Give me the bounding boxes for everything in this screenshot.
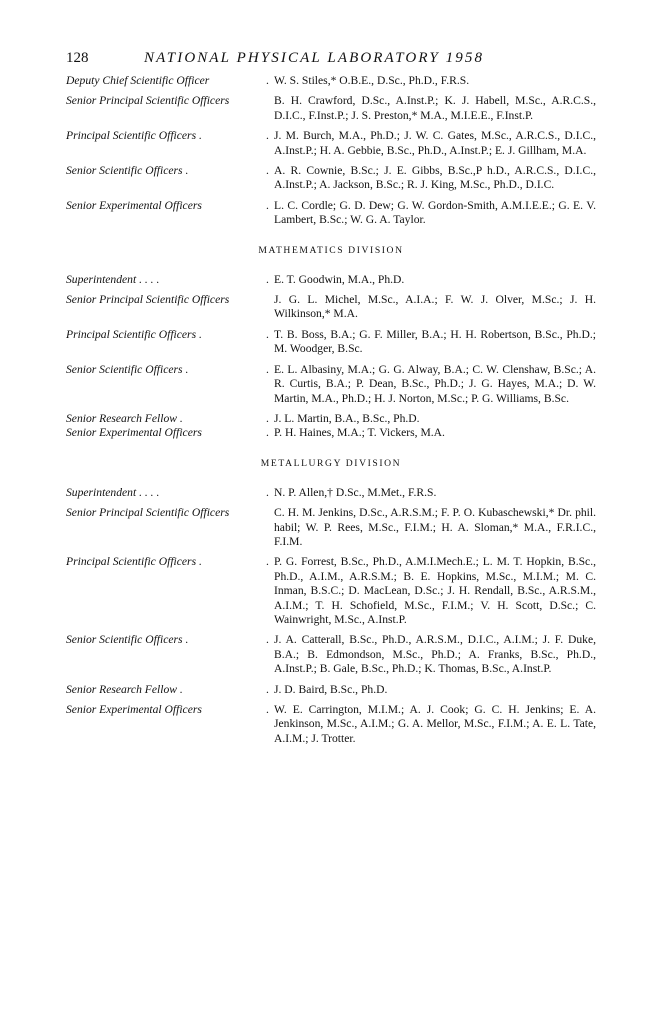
post-title: Senior Research Fellow . . xyxy=(66,411,269,425)
post-title: Senior Experimental Officers . xyxy=(66,426,269,440)
division-heading: MATHEMATICS DIVISION xyxy=(258,244,404,256)
post-title: Senior Scientific Officers . . xyxy=(66,362,269,376)
post-title: Superintendent . . . . . xyxy=(66,272,269,286)
post-title: Senior Principal Scientific Officers xyxy=(66,293,230,307)
staff-names: N. P. Allen,† D.Sc., M.Met., F.R.S. xyxy=(274,485,437,499)
running-title: NATIONAL PHYSICAL LABORATORY 1958 xyxy=(144,50,485,66)
staff-list xyxy=(66,74,596,746)
staff-names: J. G. L. Michel, M.Sc., A.I.A.; F. W. J. Olver, M.Sc.; J. H. Wilkinson,* M.A. xyxy=(274,293,596,321)
staff-entry xyxy=(66,293,596,322)
staff-entry xyxy=(66,426,596,440)
staff-names: W. S. Stiles,* O.B.E., D.Sc., Ph.D., F.R.S. xyxy=(274,74,470,87)
staff-names: B. H. Crawford, D.Sc., A.Inst.P.; K. J. Habell, M.Sc., A.R.C.S., D.I.C., F.Inst.P.; J. S. Preston,* M.A., M.I.E.E., F.Inst.P. xyxy=(274,94,596,122)
post-title: Senior Scientific Officers . . xyxy=(66,633,269,647)
post-title: Deputy Chief Scientific Officer . xyxy=(66,74,269,87)
division-heading: METALLURGY DIVISION xyxy=(260,457,402,469)
staff-entry xyxy=(66,273,596,287)
staff-names: J. M. Burch, M.A., Ph.D.; J. W. C. Gates, M.Sc., A.R.C.S., D.I.C., A.Inst.P.; H. A. Gebbie, B.Sc., Ph.D., A.Inst.P.; E. J. Gillham, M.A. xyxy=(274,129,596,157)
staff-names: P. H. Haines, M.A.; T. Vickers, M.A. xyxy=(274,426,445,440)
staff-names: E. T. Goodwin, M.A., Ph.D. xyxy=(274,272,405,286)
staff-entry xyxy=(66,199,596,228)
post-title: Senior Principal Scientific Officers xyxy=(66,94,230,108)
staff-names: T. B. Boss, B.A.; G. F. Miller, B.A.; H. H. Robertson, B.Sc., Ph.D.; M. Woodger, B.Sc. xyxy=(274,327,596,356)
staff-entry xyxy=(66,328,596,357)
staff-entry xyxy=(66,703,596,746)
staff-entry xyxy=(66,683,596,697)
staff-names: E. L. Albasiny, M.A.; G. G. Alway, B.A.; C. W. Clenshaw, B.Sc.; A. R. Curtis, B.A.; P. Dean, B.Sc., Ph.D.; J. G. Hayes, M.A.; D. W. Martin, M.A., Ph.D.; H. J. Norton, M.Sc.; P. G. Williams, B.Sc. xyxy=(274,362,596,405)
post-title: Senior Principal Scientific Officers xyxy=(66,506,230,520)
section-mathematics-division xyxy=(66,245,596,441)
staff-names: W. E. Carrington, M.I.M.; A. J. Cook; G. C. H. Jenkins; E. A. Jenkinson, M.Sc., A.I.M.; G. A. Mellor, M.Sc., F.I.M.; A. E. L. Tate, A.I.M.; J. Trotter. xyxy=(274,703,596,745)
staff-entry xyxy=(66,129,596,158)
staff-entry xyxy=(66,412,596,426)
staff-entry xyxy=(66,94,596,123)
post-title: Superintendent . . . . . xyxy=(66,485,269,499)
staff-entry xyxy=(66,74,596,88)
page-number: 128 xyxy=(66,50,89,66)
post-title: Senior Research Fellow . . xyxy=(66,682,269,696)
post-title: Senior Experimental Officers . xyxy=(66,198,269,212)
staff-names: C. H. M. Jenkins, D.Sc., A.R.S.M.; F. P. O. Kubaschewski,* Dr. phil. habil; W. P. Rees, M.Sc., F.I.M.; H. A. Sloman,* M.A., F.R.I.C., F.I.M. xyxy=(274,506,596,548)
staff-entry xyxy=(66,363,596,406)
post-title: Senior Scientific Officers . . xyxy=(66,164,269,178)
staff-names: J. L. Martin, B.A., B.Sc., Ph.D. xyxy=(274,411,420,425)
page-header xyxy=(66,50,596,70)
section-metallurgy-division xyxy=(66,458,596,747)
staff-names: L. C. Cordle; G. D. Dew; G. W. Gordon-Smith, A.M.I.E.E.; G. E. V. Lambert, B.Sc.; W. G. A. Taylor. xyxy=(274,198,596,227)
staff-entry xyxy=(66,486,596,500)
staff-names: P. G. Forrest, B.Sc., Ph.D., A.M.I.Mech.E.; L. M. T. Hopkin, B.Sc., Ph.D., A.I.M., A.R.S.M.; B. E. Hopkins, M.Sc., M.I.M.; M. C. Inman, B.S.C.; D. MacLean, D.Sc.; J. H. Rendall, B.Sc., A.R.S.M., A.I.M.; T. H. Schofield, M.Sc., F.I.M.; V. H. Scott, D.Sc.; C. Wainwright, M.Sc., A.Inst.P. xyxy=(274,555,596,626)
section-continued xyxy=(66,74,596,228)
staff-entry xyxy=(66,633,596,676)
post-title: Principal Scientific Officers . . xyxy=(66,129,269,143)
staff-names: A. R. Cownie, B.Sc.; J. E. Gibbs, B.Sc.,P h.D., A.R.C.S., D.I.C., A.Inst.P.; A. Jackson, B.Sc.; R. J. King, M.Sc., Ph.D., D.I.C. xyxy=(274,164,596,192)
staff-entry xyxy=(66,164,596,193)
post-title: Principal Scientific Officers . . xyxy=(66,555,269,569)
staff-names: J. D. Baird, B.Sc., Ph.D. xyxy=(274,682,388,696)
post-title: Principal Scientific Officers . . xyxy=(66,327,269,341)
staff-entry xyxy=(66,555,596,627)
staff-entry xyxy=(66,506,596,549)
staff-names: J. A. Catterall, B.Sc., Ph.D., A.R.S.M., D.I.C., A.I.M.; J. F. Duke, B.A.; B. Edmondson, M.Sc., Ph.D.; A. Franks, B.Sc., Ph.D., A.Inst.P.; B. Gale, B.Sc., Ph.D.; K. Thomas, B.Sc., A.Inst.P. xyxy=(274,633,596,676)
post-title: Senior Experimental Officers . xyxy=(66,703,269,716)
